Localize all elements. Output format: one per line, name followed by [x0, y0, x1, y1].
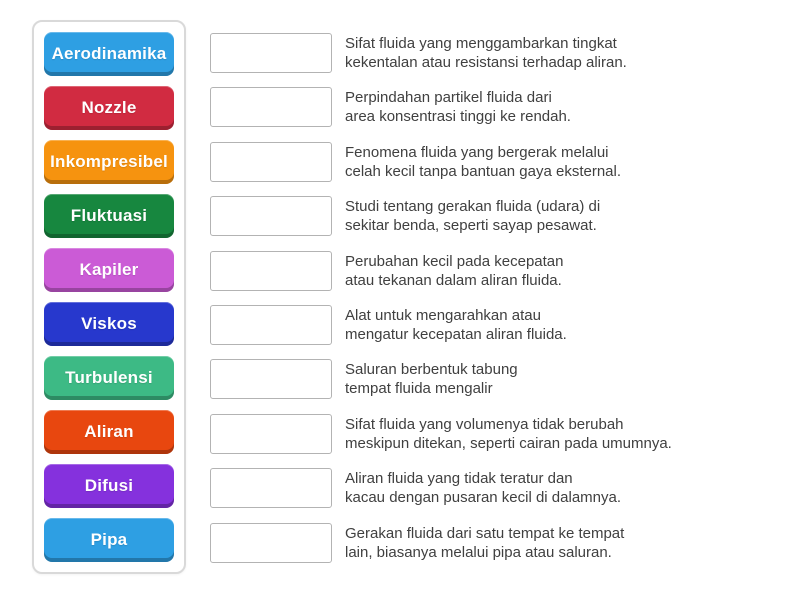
match-row [210, 140, 672, 184]
keyword-tile-kapiler[interactable]: Kapiler [44, 248, 174, 292]
clue-text: Sifat fluida yang volumenya tidak berubah meskipun ditekan, seperti cairan pada umumnya. [345, 415, 672, 452]
match-row [210, 303, 672, 347]
keyword-tile-aerodinamika[interactable]: Aerodinamika [44, 32, 174, 76]
answer-slot-4[interactable] [210, 196, 332, 236]
clue-text: Studi tentang gerakan fluida (udara) di sekitar benda, seperti sayap pesawat. [345, 198, 601, 235]
keyword-tile-aliran[interactable]: Aliran [44, 410, 174, 454]
answer-slot-6[interactable] [210, 305, 332, 345]
answer-slot-7[interactable] [210, 359, 332, 399]
keyword-panel [32, 20, 186, 574]
keyword-tile-fluktuasi[interactable]: Fluktuasi [44, 194, 174, 238]
answer-slot-10[interactable] [210, 523, 332, 563]
answer-slot-5[interactable] [210, 251, 332, 291]
match-row [210, 249, 672, 293]
clue-text: Gerakan fluida dari satu tempat ke tempat lain, biasanya melalui pipa atau saluran. [345, 524, 625, 561]
keyword-tile-viskos[interactable]: Viskos [44, 302, 174, 346]
keyword-tile-turbulensi[interactable]: Turbulensi [44, 356, 174, 400]
answer-slot-8[interactable] [210, 414, 332, 454]
keyword-tile-inkompresibel[interactable]: Inkompresibel [44, 140, 174, 184]
match-row [210, 31, 672, 75]
answer-slot-9[interactable] [210, 468, 332, 508]
answer-slot-2[interactable] [210, 87, 332, 127]
match-row [210, 357, 672, 401]
match-row [210, 521, 672, 565]
clue-text: Fenomena fluida yang bergerak melalui celah kecil tanpa bantuan gaya eksternal. [345, 143, 622, 180]
clue-text: Alat untuk mengarahkan atau mengatur kecepatan aliran fluida. [345, 306, 567, 343]
clue-text: Perubahan kecil pada kecepatan atau tekanan dalam aliran fluida. [345, 252, 564, 289]
match-row [210, 85, 672, 129]
clue-text: Perpindahan partikel fluida dari area konsentrasi tinggi ke rendah. [345, 89, 571, 126]
clue-text: Sifat fluida yang menggambarkan tingkat kekentalan atau resistansi terhadap aliran. [345, 35, 627, 71]
keyword-tile-nozzle[interactable]: Nozzle [44, 86, 174, 130]
match-row [210, 194, 672, 238]
match-area [210, 31, 672, 565]
answer-slot-3[interactable] [210, 142, 332, 182]
match-row [210, 412, 672, 456]
clue-text: Aliran fluida yang tidak teratur dan kacau dengan pusaran kecil di dalamnya. [345, 470, 622, 507]
keyword-tile-difusi[interactable]: Difusi [44, 464, 174, 508]
clue-text: Saluran berbentuk tabung tempat fluida mengalir [345, 361, 518, 398]
answer-slot-1[interactable] [210, 33, 332, 73]
match-row [210, 466, 672, 510]
keyword-tile-pipa[interactable]: Pipa [44, 518, 174, 562]
